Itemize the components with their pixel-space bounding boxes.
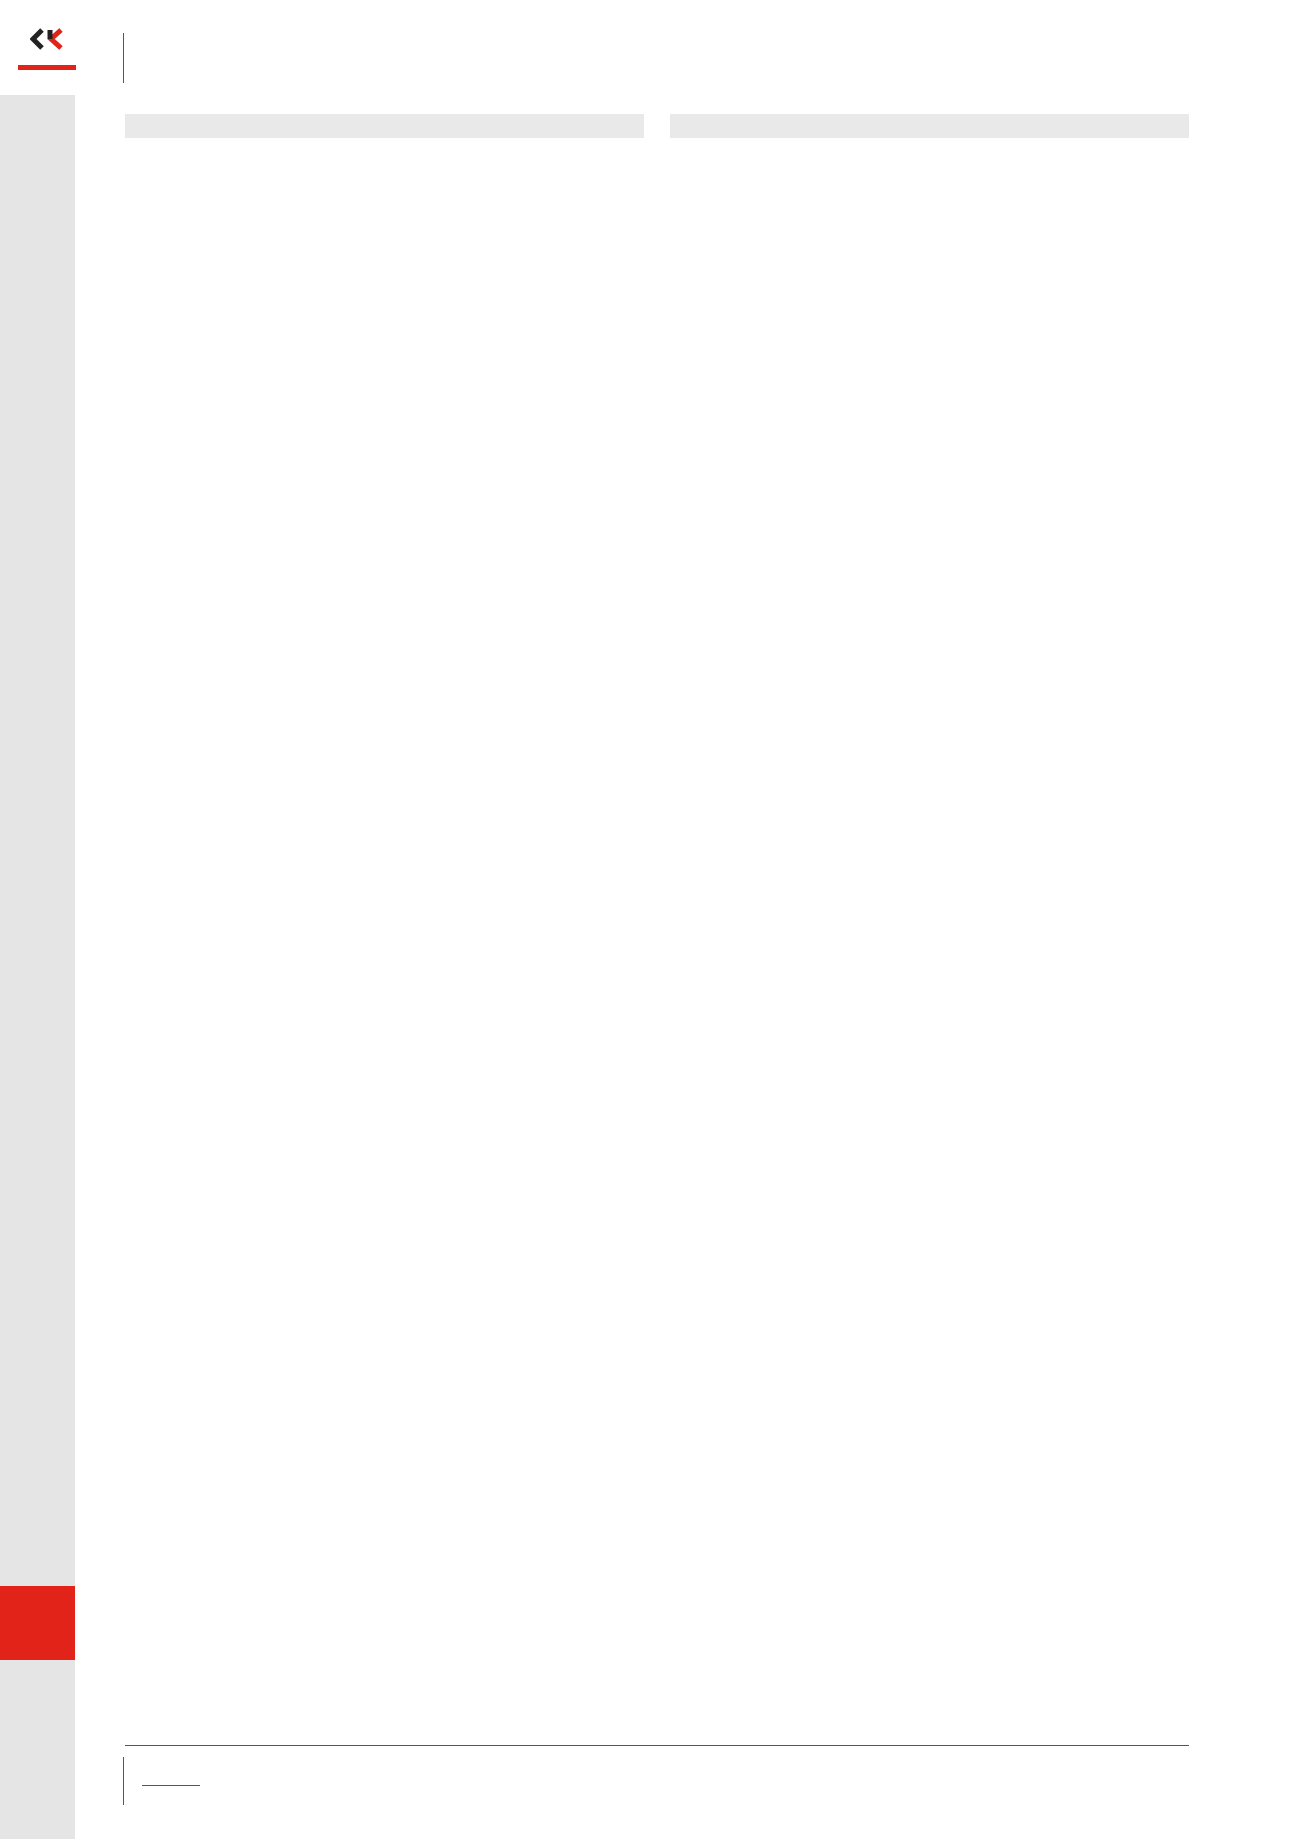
section-row <box>670 138 1189 158</box>
footer-divider <box>123 1757 124 1805</box>
section-row <box>125 138 644 158</box>
camozzi-logo[interactable] <box>18 28 76 74</box>
header-divider <box>123 33 124 83</box>
table-bottom-rule <box>125 1745 1189 1746</box>
side-strip <box>0 95 75 1839</box>
table-header <box>670 114 1189 138</box>
camozzi-logo-mark <box>30 28 64 50</box>
logo-bar <box>18 65 76 70</box>
side-red-tab <box>0 1586 75 1660</box>
table-header <box>125 114 644 138</box>
footer-rule <box>142 1785 200 1786</box>
